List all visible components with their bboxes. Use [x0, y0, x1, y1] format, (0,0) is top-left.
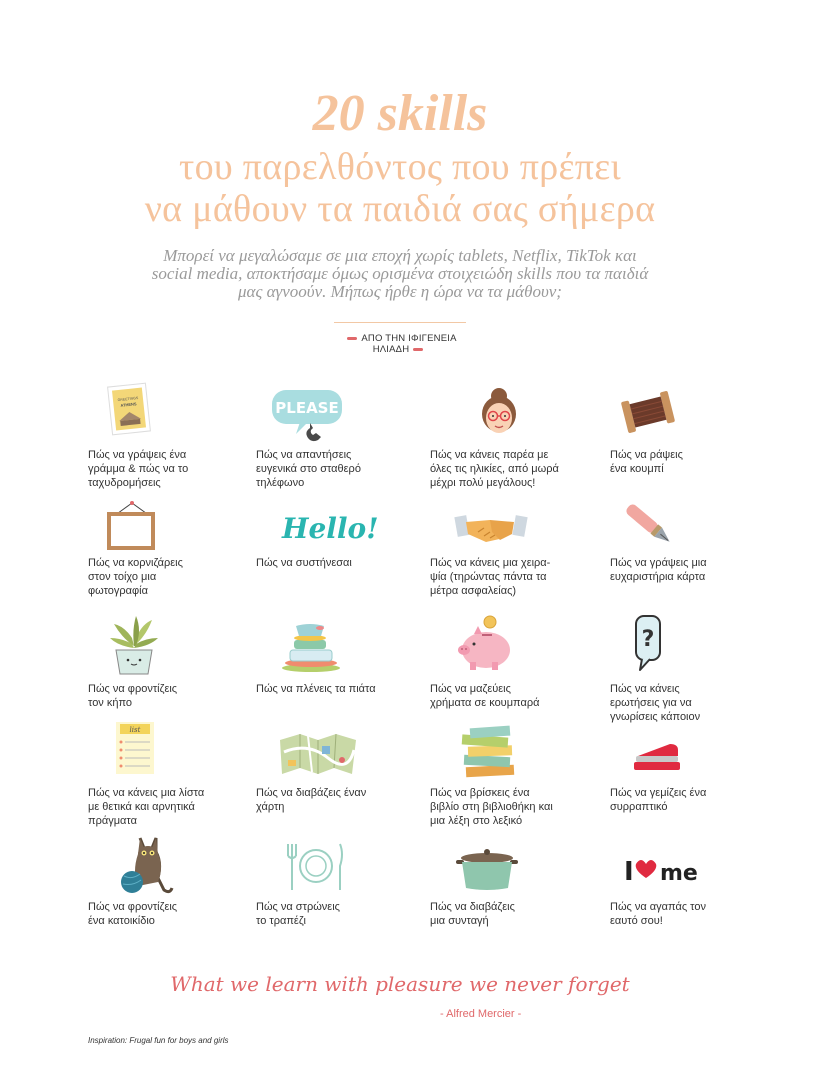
title-line-2: να μάθουν τα παιδιά σας σήμερα [144, 188, 656, 230]
skill-label: Πώς να κάνεις ερωτήσεις για να γνωρίσεις κάποιον [610, 683, 701, 723]
dish-stack-icon [256, 612, 406, 672]
skill-label: Πώς να συστήνεσαι [256, 557, 352, 569]
lettering-i: I [624, 857, 634, 887]
piggy-bank-icon [430, 612, 580, 672]
dash-right-icon [413, 348, 423, 351]
quote-text: What we learn with pleasure we never forget [170, 972, 630, 996]
stapler-icon [610, 718, 760, 778]
cat-yarn-icon [88, 832, 238, 892]
checklist-icon [88, 718, 238, 778]
thread-spool-icon [610, 380, 760, 440]
svg-text:?: ? [641, 627, 655, 652]
skill-label: Πώς να πλένεις τα πιάτα [256, 683, 376, 695]
skill-label: Πώς να κορνιζάρεις στον τοίχο μια φωτογραφία [88, 557, 183, 597]
skill-label: Πώς να κάνεις παρέα με όλες τις ηλικίες, από μωρά μέχρι πολύ μεγάλους! [430, 449, 559, 489]
divider [334, 322, 466, 323]
postcard-icon [88, 380, 238, 440]
fountain-pen-icon [610, 498, 760, 558]
book-stack-icon [430, 718, 580, 778]
skill-label: Πώς να ράψεις ένα κουμπί [610, 449, 683, 475]
skill-label: Πώς να στρώνεις το τραπέζι [256, 901, 340, 927]
skill-label: Πώς να φροντίζεις τον κήπο [88, 683, 178, 709]
skill-label: Πώς να διαβάζεις μια συνταγή [430, 901, 515, 927]
picture-frame-icon [88, 498, 238, 558]
skill-label: Πώς να γράψεις ένα γράμμα & πώς να το ταχυδρομήσεις [88, 449, 189, 489]
skill-label: Πώς να γράψεις μια ευχαριστήρια κάρτα [610, 557, 707, 583]
title-line-1: του παρελθόντος που πρέπει [179, 146, 621, 188]
postcard-line-1: GREETINGS [117, 395, 139, 403]
i-love-me-icon [610, 832, 760, 892]
skill-label: Πώς να φροντίζεις ένα κατοικίδιο [88, 901, 178, 927]
skill-label: Πώς να διαβάζεις έναν χάρτη [256, 787, 367, 813]
title-number: 20 skills [312, 85, 488, 142]
postcard-line-2: ATHENS [120, 401, 137, 408]
hello-text: Hello! [282, 512, 379, 545]
quote-author: - Alfred Mercier - [440, 1008, 522, 1020]
author-byline [330, 333, 470, 355]
footnote: Inspiration: Frugal fun for boys and girls [88, 1036, 229, 1045]
folded-map-icon [256, 718, 406, 778]
hello-lettering-icon [256, 498, 406, 558]
potted-plant-icon [88, 612, 238, 672]
cooking-pot-icon [430, 832, 580, 892]
place-setting-icon [256, 832, 406, 892]
skill-label: Πώς να αγαπάς τον εαυτό σου! [610, 901, 706, 927]
handshake-icon [430, 498, 580, 558]
skill-label: Πώς να βρίσκεις ένα βιβλίο στη βιβλιοθήκη και μια λέξη στο λεξικό [430, 787, 553, 827]
dash-left-icon [347, 337, 357, 340]
note-text: list [129, 726, 141, 734]
skill-label: Πώς να κάνεις μια λίστα με θετικά και αρνητικά πράγματα [88, 787, 205, 827]
lettering-me: me [660, 861, 698, 886]
skill-label: Πώς να κάνεις μια χειρα- ψία (τηρώντας πάντα τα μέτρα ασφαλείας) [430, 557, 551, 597]
bubble-text: PLEASE [275, 399, 339, 417]
question-bubble-icon [610, 612, 760, 672]
author-name: ΑΠΟ ΤΗΝ ΙΦΙΓΕΝΕΙΑ ΗΛΙΑΔΗ [361, 333, 457, 355]
phone-speech-bubble-icon [256, 380, 406, 440]
subtitle: Μπορεί να μεγαλώσαμε σε μια εποχή χωρίς tablets, Netflix, TikTok και social media, αποκτήσαμε όμως ορισμένα στοιχειώδη skills που τα παιδιά μας αγνοούν. Μήπως ήρθε η ώρα να τα μάθουν; [151, 246, 649, 301]
skill-label: Πώς να απαντήσεις ευγενικά στο σταθερό τηλέφωνο [256, 449, 361, 489]
skill-label: Πώς να γεμίζεις ένα συρραπτικό [610, 787, 707, 813]
skill-label: Πώς να μαζεύεις χρήματα σε κουμπαρά [430, 683, 540, 709]
grandma-face-icon [430, 380, 580, 440]
